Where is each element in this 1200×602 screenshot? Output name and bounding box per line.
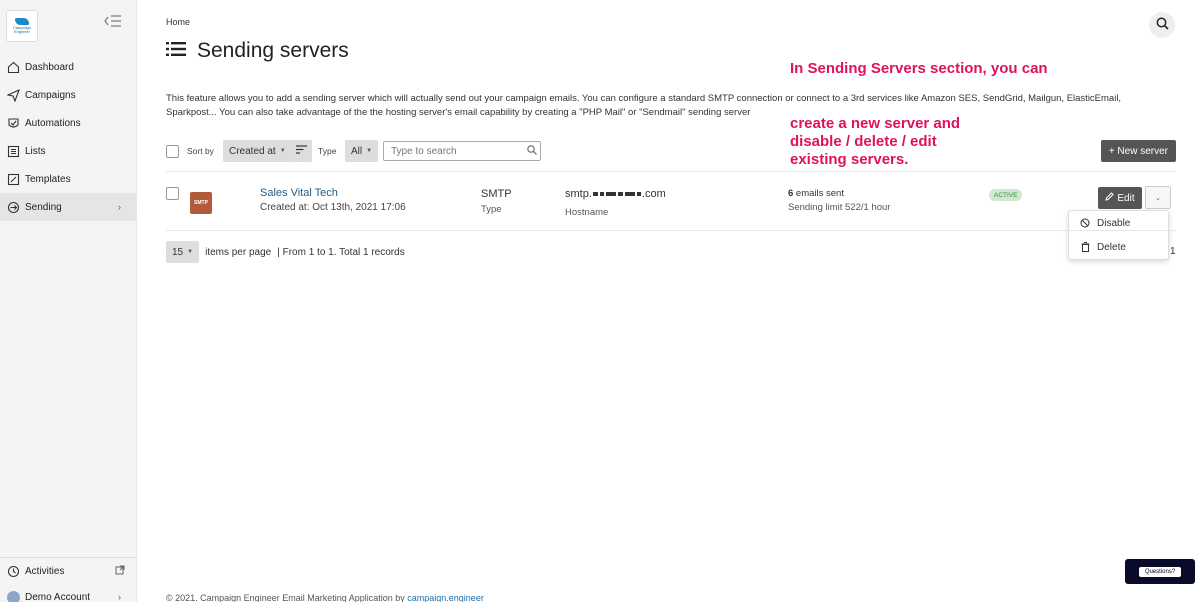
sidebar-item-dashboard[interactable] [0,53,137,81]
sending-icon [6,200,20,214]
sidebar-item-campaigns[interactable] [0,81,137,109]
records-summary: | From 1 to 1. Total 1 records [277,246,405,258]
emails-sent [788,188,844,199]
sidebar-item-label: Automations [25,117,81,129]
sidebar-item-label: Campaigns [25,89,76,101]
sidebar-item-automations[interactable] [0,109,137,137]
edit-label: Edit [1117,192,1135,204]
pencil-icon [1105,192,1114,204]
sidebar-item-label: Dashboard [25,61,74,73]
redacted-block [637,192,641,196]
server-hostname-label: Hostname [565,207,609,218]
emails-sent-count: 6 [788,188,794,199]
breadcrumb[interactable]: Home [166,17,191,27]
page-title [166,39,349,63]
sidebar-item-label: Demo Account [25,591,91,602]
disable-label: Disable [1097,217,1131,229]
server-hostname-value [565,188,666,200]
sidebar-item-label: Sending [25,201,62,213]
chevron-right-icon: › [118,202,121,212]
more-actions-button[interactable] [1145,186,1171,209]
sidebar-item-label: Lists [25,145,46,157]
sort-by-select[interactable] [223,140,292,162]
questions-label: Questions? [1139,567,1181,577]
row-divider [166,171,1176,172]
chevron-down-icon: ⌄ [1155,194,1161,202]
sort-icon [296,145,307,157]
caret-down-icon: ▼ [279,148,286,154]
redacted-block [593,192,598,196]
external-link-icon [115,565,125,578]
row-checkbox[interactable] [166,187,179,200]
template-icon [6,172,20,186]
server-name-link[interactable]: Sales Vital Tech [260,187,338,199]
type-label: Type [318,146,337,156]
main-content [138,0,1200,602]
home-icon [6,60,20,74]
server-created-at: Created at: Oct 13th, 2021 17:06 [260,202,406,213]
sidebar-nav [0,53,137,221]
sidebar-item-sending[interactable] [0,193,137,221]
automation-icon [6,116,20,130]
redacted-block [625,192,635,196]
search-input[interactable] [383,141,541,161]
redacted-block [618,192,623,196]
sidebar-item-activities[interactable] [0,558,137,584]
list-toolbar [166,140,1176,162]
status-badge: ACTIVE [989,189,1022,201]
pagination-bar [166,241,405,263]
questions-chat-button[interactable] [1125,559,1195,584]
row-divider [166,230,1176,231]
app-logo[interactable] [6,10,38,42]
page-description: This feature allows you to add a sending server which will actually send out your campaign emails. You can configure a standard SMTP connection or connect to a 3rd services like Amazon SES, SendGrid, Mailgun, ElasticEmail, Sparkpost... You can also take advantage of the the hosting server's email capability by creating a "PHP Mail" or "Sendmail" sending server [166,93,1122,118]
sort-by-value: Created at [229,145,276,157]
sidebar [0,0,137,602]
new-server-button[interactable]: + New server [1101,140,1176,162]
avatar [6,590,20,602]
server-type-label: Type [481,204,502,215]
caret-down-icon: ▼ [366,148,373,154]
actions-dropdown-menu [1068,210,1169,260]
edit-button[interactable] [1098,187,1142,209]
sidebar-item-account[interactable] [0,584,137,602]
search-icon [527,145,537,158]
logo-mark [15,18,29,25]
page-title-text: Sending servers [197,39,349,62]
caret-down-icon: ▼ [187,249,194,255]
logo-text: Campaign Engineer [12,24,32,34]
disable-icon [1079,218,1091,228]
type-select[interactable] [345,140,378,162]
delete-label: Delete [1097,241,1126,253]
server-type-value: SMTP [481,188,512,200]
select-all-checkbox[interactable] [166,145,179,158]
history-icon [6,564,20,578]
annotation-line: create a new server and [790,115,961,132]
footer [166,593,484,602]
sending-limit: Sending limit 522/1 hour [788,202,891,213]
redacted-block [606,192,616,196]
annotation-line: existing servers. [790,151,909,168]
delete-menu-item[interactable] [1069,235,1168,259]
disable-menu-item[interactable] [1069,211,1168,235]
trash-icon [1079,242,1091,252]
send-icon [6,88,20,102]
sidebar-item-lists[interactable] [0,137,137,165]
hostname-suffix: .com [641,188,666,200]
list-icon [166,39,186,63]
sidebar-bottom-nav [0,558,137,602]
chevron-right-icon: › [118,592,121,602]
sort-direction-button[interactable] [291,140,312,162]
collapse-sidebar-icon[interactable] [104,14,122,28]
sidebar-item-label: Activities [25,565,65,577]
redacted-block [600,192,604,196]
per-page-label: items per page [205,246,272,258]
footer-text: © 2021. Campaign Engineer Email Marketing Application by [166,593,408,602]
annotation-heading: In Sending Servers section, you can [790,60,1048,77]
type-value: All [351,145,363,157]
sidebar-item-label: Templates [25,173,71,185]
per-page-select[interactable] [166,241,199,263]
global-search-button[interactable] [1149,12,1175,38]
smtp-badge-icon: SMTP [190,192,212,214]
search-icon [1156,17,1169,33]
emails-sent-label: emails sent [793,188,844,199]
page-number[interactable]: 1 [1170,246,1176,257]
list-icon [6,144,20,158]
sort-by-label: Sort by [187,146,214,156]
footer-link[interactable]: campaign.engineer [407,593,484,602]
hostname-prefix: smtp. [565,188,592,200]
sidebar-item-templates[interactable] [0,165,137,193]
per-page-value: 15 [172,246,184,258]
annotation-line: disable / delete / edit [790,133,937,150]
